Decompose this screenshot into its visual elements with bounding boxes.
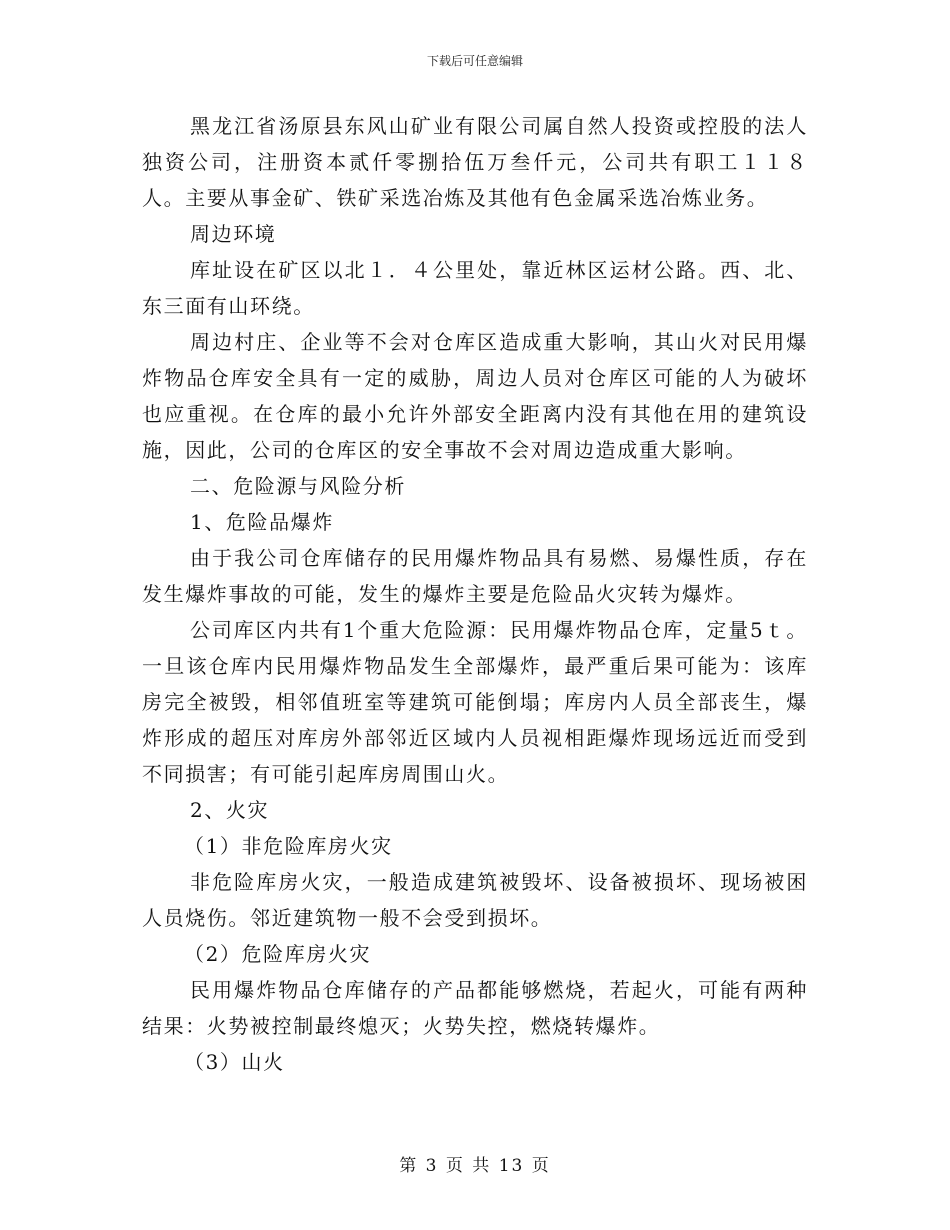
page-number-footer: 第 3 页 共 13 页: [399, 1156, 551, 1176]
heading-fire: 2、火灾: [190, 798, 270, 822]
paragraph-major-hazard: 公司库区内共有1个重大危险源：民用爆炸物品仓库，定量5ｔ。一旦该仓库内民用爆炸物品发生全部爆炸，最严重后果可能为：该库房完全被毁，相邻值班室等建筑可能倒塌；库房内人员全部丧生，爆炸形成的超压对库房外部邻近区域内人员视相距爆炸现场远近而受到不同损害；有可能引起库房周围山火。: [142, 618, 808, 786]
heading-hazard-analysis: 二、危险源与风险分析: [190, 474, 406, 498]
heading-explosion: 1、危险品爆炸: [190, 510, 334, 534]
subheading-hazard-fire: （2）危险库房火灾: [184, 942, 372, 966]
paragraph-hazard-fire: 民用爆炸物品仓库储存的产品都能够燃烧，若起火，可能有两种结果：火势被控制最终熄灭；火势失控，燃烧转爆炸。: [142, 978, 808, 1038]
paragraph-explosion-cause: 由于我公司仓库储存的民用爆炸物品具有易燃、易爆性质，存在发生爆炸事故的可能，发生的爆炸主要是危险品火灾转为爆炸。: [142, 546, 808, 606]
paragraph-surrounding-impact: 周边村庄、企业等不会对仓库区造成重大影响，其山火对民用爆炸物品仓库安全具有一定的威胁，周边人员对仓库区可能的人为破坏也应重视。在仓库的最小允许外部安全距离内没有其他在用的建筑设施，因此，公司的仓库区的安全事故不会对周边造成重大影响。: [142, 330, 808, 462]
subheading-non-hazard-fire: （1）非危险库房火灾: [184, 834, 393, 858]
heading-surroundings: 周边环境: [190, 222, 277, 246]
page-header-note: 下载后可任意编辑: [426, 54, 523, 68]
document-body: [142, 108, 808, 1080]
subheading-wildfire: （3）山火: [184, 1050, 285, 1074]
paragraph-site-location: 库址设在矿区以北１．４公里处，靠近林区运材公路。西、北、东三面有山环绕。: [142, 258, 808, 318]
paragraph-company-intro: 黑龙江省汤原县东风山矿业有限公司属自然人投资或控股的法人独资公司，注册资本贰仟零捌拾伍万叁仟元，公司共有职工１１８人。主要从事金矿、铁矿采选冶炼及其他有色金属采选冶炼业务。: [142, 114, 808, 210]
paragraph-non-hazard-fire: 非危险库房火灾，一般造成建筑被毁坏、设备被损坏、现场被困人员烧伤。邻近建筑物一般不会受到损坏。: [142, 870, 808, 930]
